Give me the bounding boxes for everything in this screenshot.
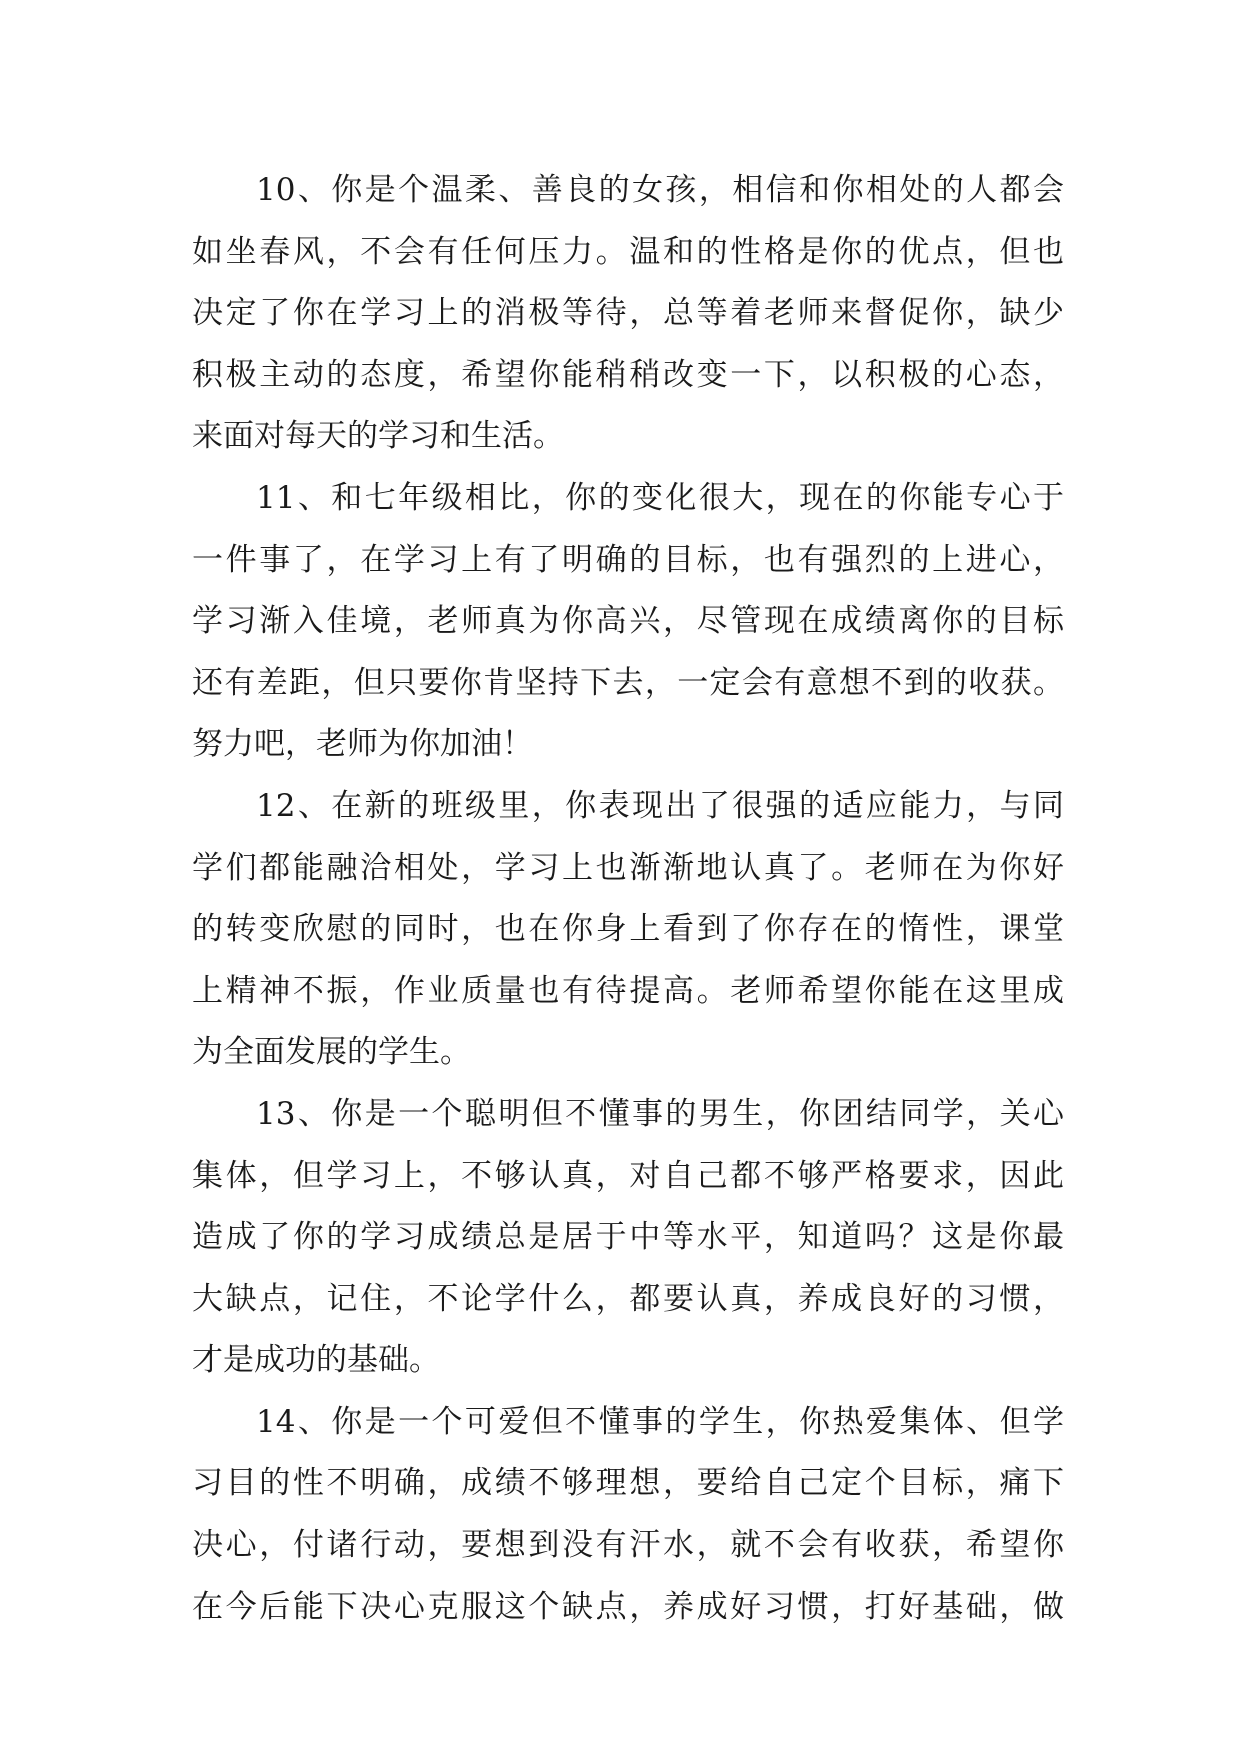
paragraph-10 (192, 160, 1064, 468)
text-line: 努力吧，老师为你加油！ (192, 726, 533, 763)
text-line: 学们都能融洽相处，学习上也渐渐地认真了。老师在为你好 (192, 849, 1064, 886)
document-body (192, 160, 1064, 1638)
text-line: 才是成功的基础。 (192, 1342, 440, 1379)
text-line: 上精神不振，作业质量也有待提高。老师希望你能在这里成 (192, 972, 1064, 1009)
text-line: 如坐春风，不会有任何压力。温和的性格是你的优点，但也 (192, 233, 1064, 270)
paragraph-13 (192, 1084, 1064, 1392)
text-line: 11、和七年级相比，你的变化很大，现在的你能专心于 (256, 479, 1064, 516)
text-line: 一件事了，在学习上有了明确的目标，也有强烈的上进心， (192, 541, 1064, 578)
paragraph-11 (192, 468, 1064, 776)
text-line: 学习渐入佳境，老师真为你高兴，尽管现在成绩离你的目标 (192, 603, 1064, 640)
paragraph-12 (192, 776, 1064, 1084)
text-line: 决心，付诸行动，要想到没有汗水，就不会有收获，希望你 (192, 1527, 1064, 1564)
text-line: 造成了你的学习成绩总是居于中等水平，知道吗？这是你最 (192, 1219, 1064, 1256)
text-line: 大缺点，记住，不论学什么，都要认真，养成良好的习惯， (192, 1280, 1064, 1317)
text-line: 13、你是一个聪明但不懂事的男生，你团结同学，关心 (256, 1095, 1064, 1132)
text-line: 来面对每天的学习和生活。 (192, 418, 564, 455)
text-line: 的转变欣慰的同时，也在你身上看到了你存在的惰性，课堂 (192, 911, 1064, 948)
text-line: 12、在新的班级里，你表现出了很强的适应能力，与同 (256, 787, 1064, 824)
text-line: 决定了你在学习上的消极等待，总等着老师来督促你，缺少 (192, 295, 1064, 332)
text-line: 为全面发展的学生。 (192, 1034, 471, 1071)
text-line: 10、你是个温柔、善良的女孩，相信和你相处的人都会 (256, 172, 1064, 208)
text-line: 14、你是一个可爱但不懂事的学生，你热爱集体、但学 (256, 1403, 1064, 1440)
text-line: 在今后能下决心克服这个缺点，养成好习惯，打好基础，做 (192, 1588, 1064, 1625)
text-line: 集体，但学习上，不够认真，对自己都不够严格要求，因此 (192, 1157, 1064, 1194)
paragraph-14 (192, 1392, 1064, 1638)
text-line: 习目的性不明确，成绩不够理想，要给自己定个目标，痛下 (192, 1465, 1064, 1502)
text-line: 还有差距，但只要你肯坚持下去，一定会有意想不到的收获。 (192, 664, 1064, 701)
text-line: 积极主动的态度，希望你能稍稍改变一下，以积极的心态， (192, 356, 1064, 393)
